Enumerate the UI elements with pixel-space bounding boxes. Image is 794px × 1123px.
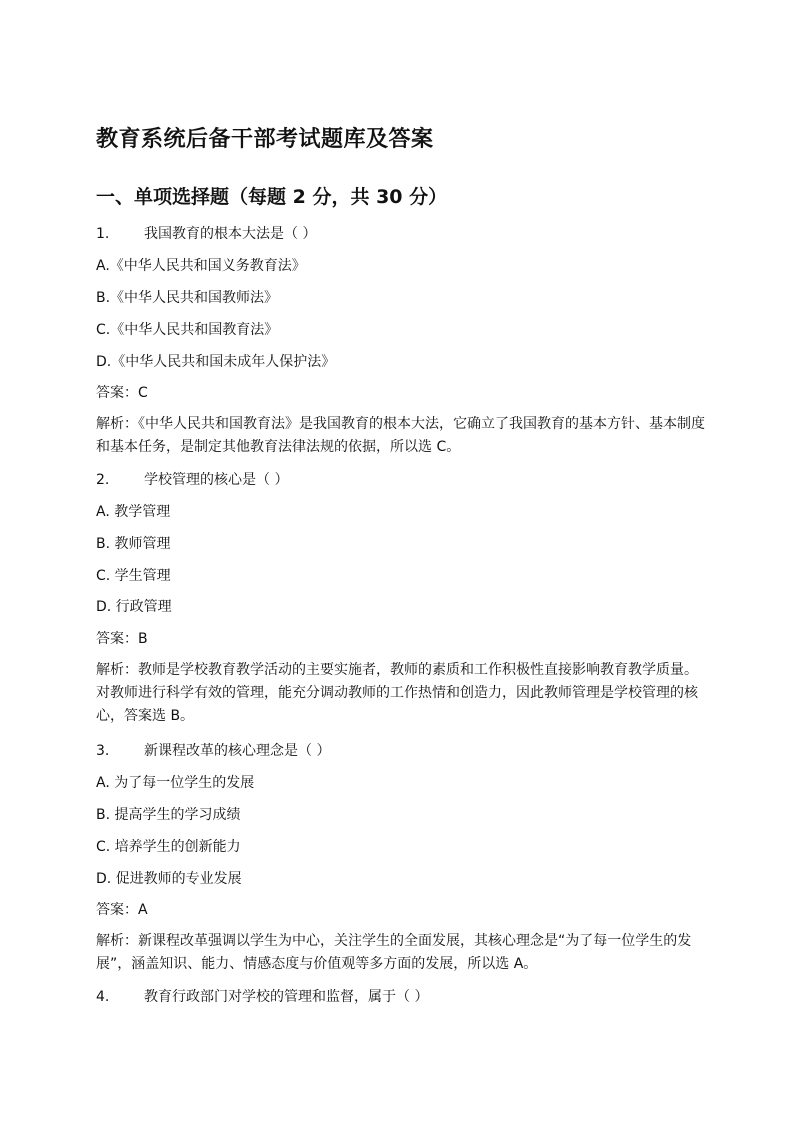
option-c: C. 培养学生的创新能力	[96, 839, 241, 855]
document-title: 教育系统后备干部考试题库及答案	[96, 127, 434, 152]
analysis: 解析：新课程改革强调以学生为中心，关注学生的全面发展，其核心理念是“为了每一位学生的发展”，涵盖知识、能力、情感态度与价值观等多方面的发展，所以选 A。	[96, 933, 692, 972]
question-text: 新课程改革的核心理念是（ ）	[144, 743, 331, 759]
answer: 答案：C	[96, 385, 148, 401]
option-a: A.《中华人民共和国义务教育法》	[96, 258, 306, 274]
question-stem	[96, 222, 316, 246]
option-a: A. 为了每一位学生的发展	[96, 775, 255, 791]
question-text: 我国教育的根本大法是（ ）	[144, 226, 317, 242]
option-b: B. 教师管理	[96, 536, 171, 552]
section-title: 一、单项选择题（每题 2 分，共 30 分）	[96, 186, 448, 208]
answer: 答案：B	[96, 631, 148, 647]
option-b: B.《中华人民共和国教师法》	[96, 290, 279, 306]
question-number: 3.	[96, 743, 110, 759]
option-d: D. 促进教师的专业发展	[96, 871, 242, 887]
question-number: 1.	[96, 226, 110, 242]
option-c: C.《中华人民共和国教育法》	[96, 322, 279, 338]
question-number: 2.	[96, 472, 110, 488]
question-stem	[96, 739, 330, 763]
question-stem	[96, 985, 428, 1009]
analysis: 解析：《中华人民共和国教育法》是我国教育的根本大法，它确立了我国教育的基本方针、基本制度和基本任务，是制定其他教育法律法规的依据，所以选 C。	[96, 416, 705, 455]
question-text: 教育行政部门对学校的管理和监督，属于（ ）	[144, 989, 429, 1005]
question-stem	[96, 468, 288, 492]
question-number: 4.	[96, 989, 110, 1005]
analysis: 解析：教师是学校教育教学活动的主要实施者，教师的素质和工作积极性直接影响教育教学质量。对教师进行科学有效的管理，能充分调动教师的工作热情和创造力，因此教师管理是学校管理的核心，答案选 B。	[96, 662, 698, 724]
answer: 答案：A	[96, 902, 148, 918]
option-b: B. 提高学生的学习成绩	[96, 807, 241, 823]
option-a: A. 教学管理	[96, 504, 171, 520]
option-c: C. 学生管理	[96, 568, 171, 584]
option-d: D.《中华人民共和国未成年人保护法》	[96, 354, 336, 370]
option-d: D. 行政管理	[96, 599, 172, 615]
question-text: 学校管理的核心是（ ）	[144, 472, 289, 488]
